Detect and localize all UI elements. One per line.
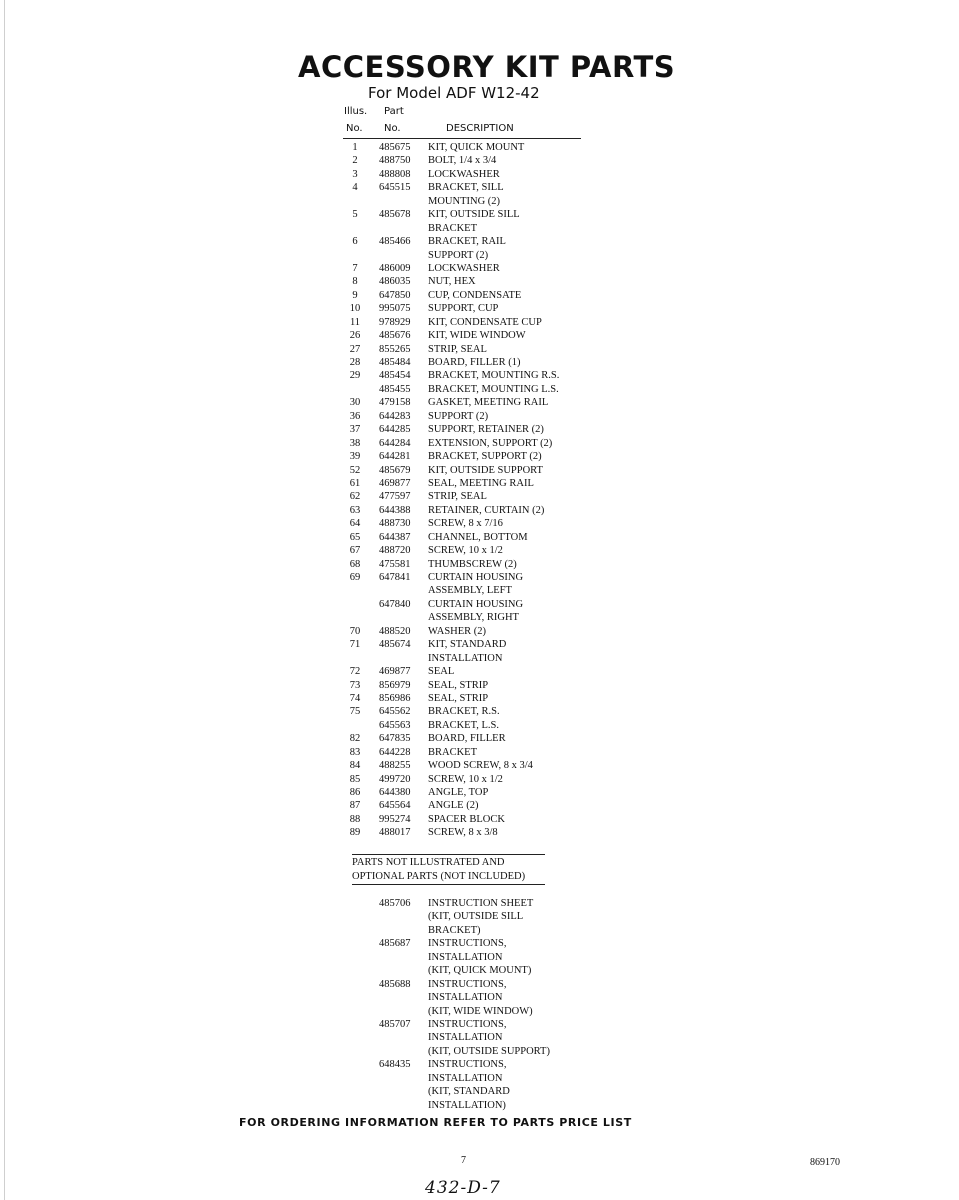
table-row: [343, 275, 603, 288]
illus-number: 26: [349, 330, 361, 342]
part-description: SEAL, STRIP: [428, 692, 489, 704]
illus-number: 85: [349, 773, 361, 785]
illus-number: 67: [349, 545, 361, 557]
illus-number: 28: [349, 357, 361, 368]
part-description: INSTALLATION: [428, 652, 503, 664]
part-description: SUPPORT (2): [428, 410, 489, 422]
part-number: 995274: [379, 813, 411, 825]
part-number: 645563: [379, 719, 411, 731]
table-row: [343, 396, 603, 409]
table-row: [343, 652, 603, 665]
table-row: [343, 249, 603, 262]
part-number: 485675: [379, 142, 411, 153]
part-description: CURTAIN HOUSING: [428, 598, 524, 610]
optional-row: [343, 1005, 603, 1018]
table-row: [343, 423, 603, 436]
illus-number: 89: [349, 827, 361, 839]
table-row: [343, 437, 603, 450]
part-number: 647840: [379, 598, 411, 610]
part-description: ANGLE (2): [428, 800, 479, 812]
header-illus: Illus.: [344, 106, 368, 117]
part-description: BOLT, 1/4 x 3/4: [428, 155, 497, 167]
table-row: [343, 625, 603, 638]
table-row: [343, 235, 603, 248]
illus-number: 86: [349, 787, 361, 798]
part-description: KIT, OUTSIDE SUPPORT: [428, 464, 543, 476]
optional-row: [343, 1058, 603, 1071]
part-description: SEAL: [428, 666, 455, 678]
table-row: [343, 383, 603, 396]
illus-number: 27: [349, 343, 361, 355]
illus-number: 39: [349, 451, 361, 463]
optional-row: [343, 1085, 603, 1098]
table-row: [343, 705, 603, 718]
part-number: 647835: [379, 733, 411, 745]
part-number: 645515: [379, 182, 411, 194]
table-row: [343, 773, 603, 786]
part-number: 488750: [379, 155, 411, 167]
optional-parts-table: [343, 897, 603, 1112]
table-row: [343, 544, 603, 557]
page-title: ACCESSORY KIT PARTS: [298, 50, 676, 84]
part-number: 485679: [379, 464, 411, 476]
part-number: 856979: [379, 679, 411, 691]
illus-number: 5: [352, 209, 358, 221]
optional-heading-line2: OPTIONAL PARTS (NOT INCLUDED): [352, 871, 526, 882]
part-description: (KIT, OUTSIDE SUPPORT): [428, 1045, 550, 1057]
part-description: (KIT, WIDE WINDOW): [428, 1005, 533, 1017]
part-number: 485454: [379, 370, 411, 382]
optional-row: [343, 897, 603, 910]
part-description: SEAL, STRIP: [428, 679, 489, 691]
part-number: 488520: [379, 625, 411, 637]
part-number: 647841: [379, 572, 411, 583]
illus-number: 4: [352, 182, 358, 194]
part-number: 485688: [379, 978, 411, 990]
optional-row: [343, 1018, 603, 1031]
illus-number: 62: [349, 491, 361, 503]
part-description: INSTALLATION: [428, 951, 503, 963]
part-description: BOARD, FILLER: [428, 733, 506, 745]
part-number: 485706: [379, 898, 411, 909]
part-number: 644380: [379, 787, 411, 798]
illus-number: 29: [349, 370, 361, 382]
optional-row: [343, 937, 603, 950]
optional-row: [343, 978, 603, 991]
part-description: NUT, HEX: [428, 276, 476, 288]
table-row: [343, 679, 603, 692]
part-description: EXTENSION, SUPPORT (2): [428, 437, 553, 449]
optional-heading: [352, 856, 525, 884]
table-row: [343, 195, 603, 208]
optional-row: [343, 1031, 603, 1044]
table-row: [343, 611, 603, 624]
document-number: 869170: [810, 1157, 840, 1168]
table-row: [343, 302, 603, 315]
part-number: 486035: [379, 276, 411, 288]
part-description: BRACKET, SILL: [428, 182, 504, 194]
part-number: 644281: [379, 451, 411, 463]
part-description: BRACKET, SUPPORT (2): [428, 451, 542, 463]
part-description: INSTALLATION: [428, 992, 503, 1004]
part-description: WASHER (2): [428, 625, 487, 637]
table-row: [343, 786, 603, 799]
part-description: MOUNTING (2): [428, 195, 501, 207]
illus-number: 61: [349, 477, 361, 489]
part-number: 485484: [379, 357, 411, 368]
table-row: [343, 464, 603, 477]
table-row: [343, 598, 603, 611]
part-description: INSTRUCTIONS,: [428, 978, 507, 990]
illus-number: 74: [349, 692, 361, 704]
part-number: 485687: [379, 938, 411, 950]
part-number: 488808: [379, 168, 411, 180]
part-number: 855265: [379, 343, 411, 355]
part-description: INSTRUCTION SHEET: [428, 898, 534, 909]
part-number: 485676: [379, 330, 411, 342]
illus-number: 7: [352, 262, 358, 274]
illus-number: 63: [349, 504, 361, 516]
table-row: [343, 343, 603, 356]
ordering-footer: FOR ORDERING INFORMATION REFER TO PARTS PRICE LIST: [239, 1116, 632, 1129]
illus-number: 65: [349, 531, 361, 543]
illus-number: 9: [352, 289, 358, 301]
illus-number: 83: [349, 746, 361, 758]
table-row: [343, 154, 603, 167]
part-description: CHANNEL, BOTTOM: [428, 531, 528, 543]
part-description: KIT, CONDENSATE CUP: [428, 316, 542, 328]
part-number: 475581: [379, 558, 411, 570]
part-number: 469877: [379, 666, 411, 678]
part-number: 486009: [379, 262, 411, 274]
table-row: [343, 517, 603, 530]
illus-number: 37: [349, 424, 361, 436]
table-row: [343, 746, 603, 759]
illus-number: 75: [349, 706, 361, 718]
table-row: [343, 813, 603, 826]
illus-number: 30: [349, 397, 361, 409]
part-number: 485678: [379, 209, 411, 221]
part-description: (KIT, OUTSIDE SILL: [428, 911, 524, 923]
table-row: [343, 558, 603, 571]
part-number: 479158: [379, 397, 411, 409]
illus-number: 38: [349, 437, 361, 449]
illus-number: 11: [349, 316, 361, 328]
header-part: Part: [384, 106, 404, 117]
illus-number: 6: [352, 236, 358, 248]
table-row: [343, 531, 603, 544]
part-description: BRACKET, MOUNTING R.S.: [428, 370, 560, 382]
optional-row: [343, 924, 603, 937]
illus-number: 69: [349, 572, 361, 583]
optional-row: [343, 951, 603, 964]
optional-bottom-rule: [352, 884, 545, 885]
part-number: 488017: [379, 827, 411, 839]
part-description: CURTAIN HOUSING: [428, 572, 524, 583]
optional-top-rule: [352, 854, 545, 855]
table-row: [343, 571, 603, 584]
part-number: 644387: [379, 531, 411, 543]
part-number: 485674: [379, 639, 411, 651]
illus-number: 82: [349, 733, 361, 745]
table-row: [343, 490, 603, 503]
part-description: WOOD SCREW, 8 x 3/4: [428, 760, 533, 772]
optional-row: [343, 964, 603, 977]
part-description: BRACKET, R.S.: [428, 706, 500, 718]
part-number: 995075: [379, 303, 411, 315]
part-number: 469877: [379, 477, 411, 489]
handwritten-note: 432-D-7: [425, 1178, 501, 1198]
table-row: [343, 181, 603, 194]
part-description: BRACKET): [428, 924, 481, 936]
part-description: (KIT, QUICK MOUNT): [428, 965, 532, 977]
part-description: SCREW, 10 x 1/2: [428, 773, 503, 785]
header-illus-no: No.: [346, 123, 363, 134]
part-number: 644285: [379, 424, 411, 436]
part-number: 644283: [379, 410, 411, 422]
table-row: [343, 719, 603, 732]
part-number: 645564: [379, 800, 411, 812]
part-description: SUPPORT, RETAINER (2): [428, 424, 544, 436]
part-number: 978929: [379, 316, 411, 328]
part-description: INSTRUCTIONS,: [428, 1018, 507, 1030]
part-description: ASSEMBLY, RIGHT: [428, 612, 519, 624]
part-description: BRACKET, L.S.: [428, 719, 499, 731]
part-description: KIT, OUTSIDE SILL: [428, 209, 520, 221]
part-number: 644284: [379, 437, 411, 449]
illus-number: 88: [349, 813, 361, 825]
illus-number: 36: [349, 410, 361, 422]
part-description: LOCKWASHER: [428, 262, 500, 274]
table-row: [343, 450, 603, 463]
parts-table: [343, 141, 603, 840]
illus-number: 1: [352, 142, 358, 153]
illus-number: 72: [349, 666, 361, 678]
part-description: KIT, QUICK MOUNT: [428, 142, 525, 153]
optional-row: [343, 991, 603, 1004]
table-row: [343, 759, 603, 772]
part-description: BRACKET: [428, 746, 478, 758]
table-row: [343, 692, 603, 705]
illus-number: 71: [349, 639, 361, 651]
illus-number: 2: [352, 155, 358, 167]
part-description: SCREW, 8 x 7/16: [428, 518, 503, 530]
illus-number: 84: [349, 760, 361, 772]
part-description: (KIT, STANDARD: [428, 1086, 510, 1098]
part-number: 645562: [379, 706, 411, 718]
table-row: [343, 222, 603, 235]
table-row: [343, 477, 603, 490]
part-description: KIT, WIDE WINDOW: [428, 330, 526, 342]
illus-number: 10: [349, 303, 361, 315]
table-row: [343, 356, 603, 369]
page-subtitle: For Model ADF W12-42: [368, 84, 540, 102]
header-description: DESCRIPTION: [446, 123, 514, 134]
part-description: STRIP, SEAL: [428, 491, 487, 503]
table-row: [343, 665, 603, 678]
part-number: 647850: [379, 289, 411, 301]
part-description: SCREW, 10 x 1/2: [428, 545, 503, 557]
table-row: [343, 584, 603, 597]
illus-number: 87: [349, 800, 361, 812]
optional-row: [343, 1099, 603, 1112]
part-description: INSTRUCTIONS,: [428, 1059, 507, 1071]
table-row: [343, 826, 603, 839]
part-description: BOARD, FILLER (1): [428, 357, 521, 368]
part-number: 644228: [379, 746, 411, 758]
part-description: SPACER BLOCK: [428, 813, 505, 825]
scan-edge-line: [4, 0, 5, 1200]
part-description: INSTRUCTIONS,: [428, 938, 507, 950]
illus-number: 8: [352, 276, 358, 288]
part-number: 477597: [379, 491, 411, 503]
illus-number: 70: [349, 625, 361, 637]
part-number: 485455: [379, 383, 411, 395]
table-row: [343, 208, 603, 221]
table-row: [343, 504, 603, 517]
table-row: [343, 732, 603, 745]
part-description: CUP, CONDENSATE: [428, 289, 522, 301]
part-number: 648435: [379, 1059, 411, 1071]
table-row: [343, 410, 603, 423]
table-row: [343, 316, 603, 329]
part-description: GASKET, MEETING RAIL: [428, 397, 549, 409]
part-description: BRACKET, RAIL: [428, 236, 506, 248]
part-number: 644388: [379, 504, 411, 516]
table-row: [343, 369, 603, 382]
part-description: SUPPORT, CUP: [428, 303, 499, 315]
part-description: THUMBSCREW (2): [428, 558, 517, 570]
part-description: KIT, STANDARD: [428, 639, 507, 651]
part-description: BRACKET: [428, 222, 478, 234]
part-number: 856986: [379, 692, 411, 704]
part-description: ANGLE, TOP: [428, 787, 489, 798]
illus-number: 52: [349, 464, 361, 476]
optional-row: [343, 1072, 603, 1085]
table-row: [343, 168, 603, 181]
illus-number: 68: [349, 558, 361, 570]
part-number: 499720: [379, 773, 411, 785]
optional-row: [343, 910, 603, 923]
table-row: [343, 638, 603, 651]
part-description: RETAINER, CURTAIN (2): [428, 504, 545, 516]
part-description: INSTALLATION: [428, 1072, 503, 1084]
table-row: [343, 289, 603, 302]
table-row: [343, 799, 603, 812]
optional-row: [343, 1045, 603, 1058]
header-part-no: No.: [384, 123, 401, 134]
table-row: [343, 329, 603, 342]
part-number: 488730: [379, 518, 411, 530]
part-description: ASSEMBLY, LEFT: [428, 585, 512, 597]
part-number: 485707: [379, 1018, 411, 1030]
part-description: STRIP, SEAL: [428, 343, 487, 355]
part-number: 488255: [379, 760, 411, 772]
illus-number: 73: [349, 679, 361, 691]
table-row: [343, 141, 603, 154]
page-number: 7: [461, 1155, 466, 1166]
part-description: INSTALLATION: [428, 1032, 503, 1044]
part-description: INSTALLATION): [428, 1099, 506, 1111]
part-number: 485466: [379, 236, 411, 248]
optional-heading-line1: PARTS NOT ILLUSTRATED AND: [352, 857, 505, 868]
header-rule: [343, 138, 581, 139]
part-number: 488720: [379, 545, 411, 557]
part-description: LOCKWASHER: [428, 168, 500, 180]
part-description: BRACKET, MOUNTING L.S.: [428, 383, 559, 395]
part-description: SUPPORT (2): [428, 249, 489, 261]
part-description: SEAL, MEETING RAIL: [428, 477, 534, 489]
illus-number: 3: [352, 168, 358, 180]
illus-number: 64: [349, 518, 361, 530]
table-row: [343, 262, 603, 275]
part-description: SCREW, 8 x 3/8: [428, 827, 498, 839]
